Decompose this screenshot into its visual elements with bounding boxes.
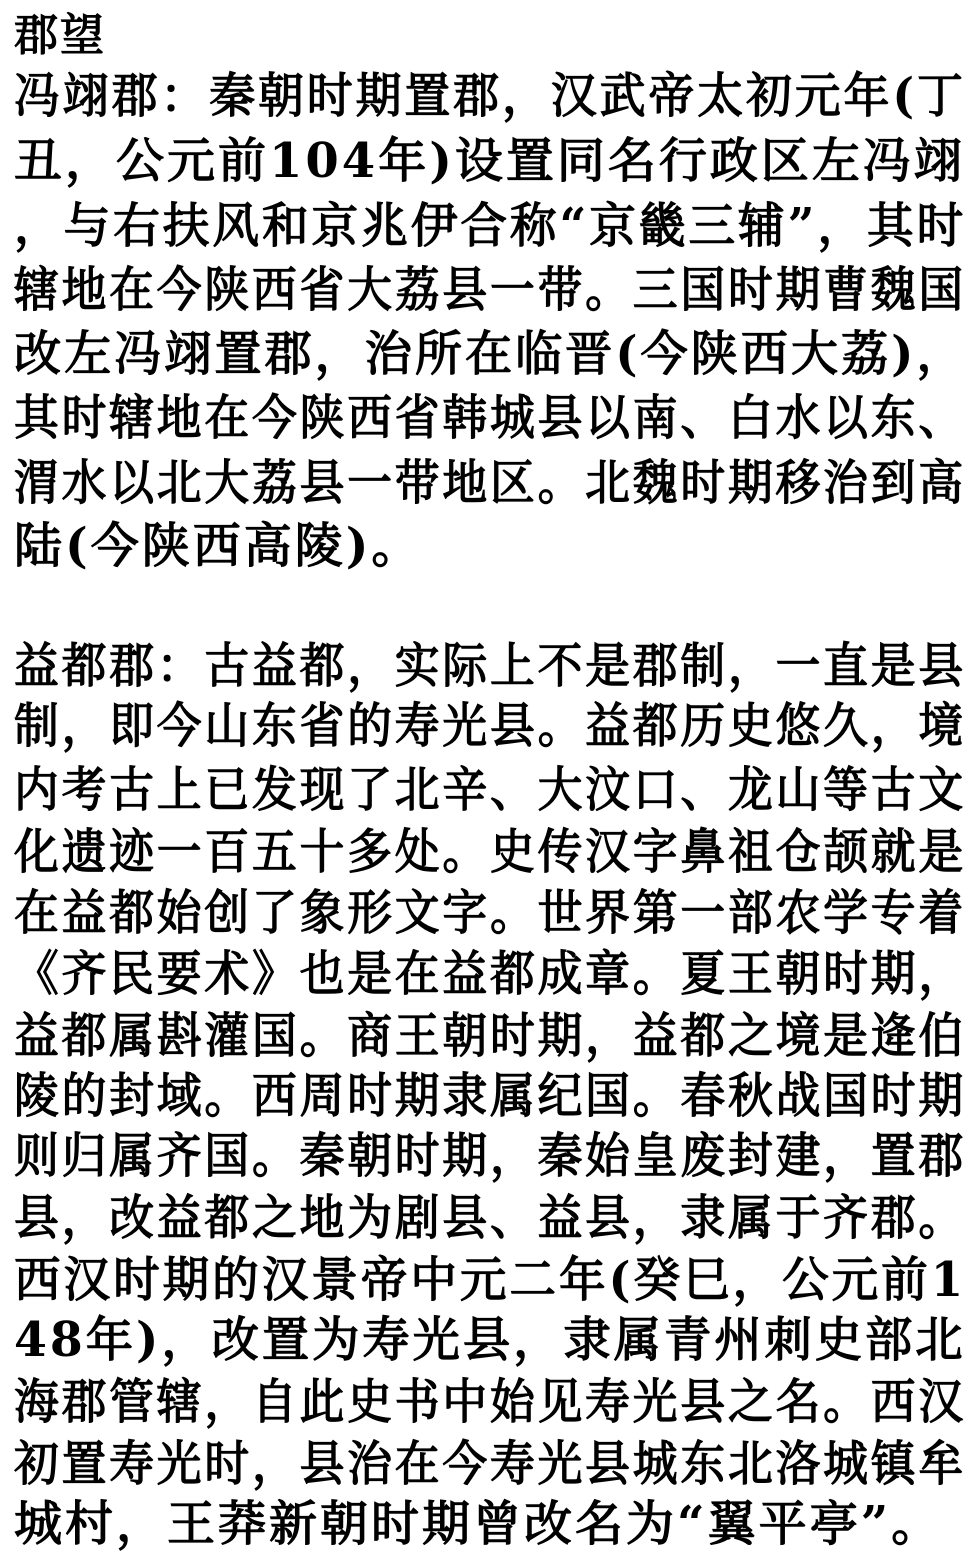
paragraph-line: 则归属齐国。秦朝时期，秦始皇废封建，置郡 [14, 1128, 966, 1184]
paragraph-line: 化遗迹一百五十多处。史传汉字鼻祖仓颉就是 [14, 824, 966, 880]
paragraph-line: 内考古上已发现了北辛、大汶口、龙山等古文 [14, 762, 966, 818]
paragraph-line: 冯翊郡：秦朝时期置郡，汉武帝太初元年(丁 [14, 68, 966, 124]
paragraph-line: 陵的封域。西周时期隶属纪国。春秋战国时期 [14, 1068, 966, 1124]
paragraph-line: 益都属斟灌国。商王朝时期，益都之境是逄伯 [14, 1008, 966, 1064]
document-heading: 郡望 [14, 10, 106, 61]
paragraph-line: 辖地在今陕西省大荔县一带。三国时期曹魏国 [14, 262, 966, 318]
paragraph-line: 初置寿光时，县治在今寿光县城东北洛城镇牟 [14, 1436, 966, 1492]
paragraph-line: 改左冯翊置郡，治所在临晋(今陕西大荔)， [14, 326, 967, 382]
paragraph-line: 《齐民要术》也是在益都成章。夏王朝时期， [14, 946, 966, 1002]
paragraph-line: 西汉时期的汉景帝中元二年(癸巳，公元前1 [14, 1252, 967, 1308]
paragraph-line: 其时辖地在今陕西省韩城县以南、白水以东、 [14, 390, 966, 446]
paragraph-line: 县，改益都之地为剧县、益县，隶属于齐郡。 [14, 1190, 966, 1246]
paragraph-line: 城村，王莽新朝时期曾改名为“翼平亭”。 [14, 1496, 943, 1552]
paragraph-line: 48年)，改置为寿光县，隶属青州刺史部北 [14, 1312, 966, 1368]
paragraph-line: 丑，公元前104年)设置同名行政区左冯翊 [14, 133, 965, 189]
paragraph-line: ，与右扶风和京兆伊合称“京畿三辅”，其时 [14, 198, 967, 254]
paragraph-line: 制，即今山东省的寿光县。益都历史悠久，境 [14, 698, 966, 754]
paragraph-line: 陆(今陕西高陵)。 [14, 518, 423, 574]
paragraph-line: 益都郡：古益都，实际上不是郡制，一直是县 [14, 638, 966, 694]
paragraph-line: 渭水以北大荔县一带地区。北魏时期移治到高 [14, 455, 966, 511]
paragraph-line: 在益都始创了象形文字。世界第一部农学专着 [14, 885, 966, 941]
paragraph-line: 海郡管辖，自此史书中始见寿光县之名。西汉 [14, 1374, 966, 1430]
